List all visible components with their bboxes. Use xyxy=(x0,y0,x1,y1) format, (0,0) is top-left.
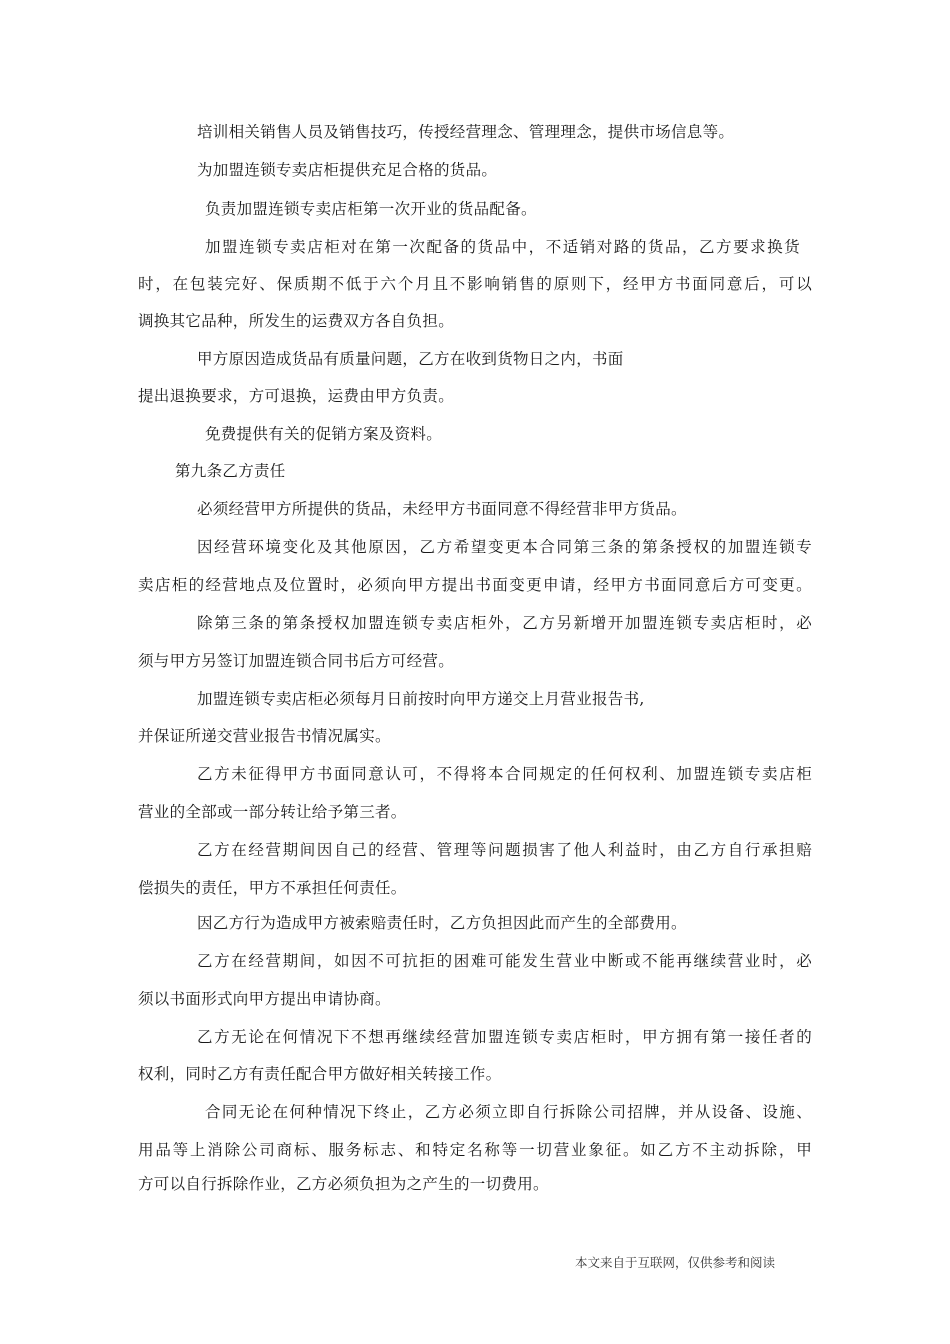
paragraph-line: 乙方无论在何情况下不想再继续经营加盟连锁专卖店柜时，甲方拥有第一接任者的 xyxy=(197,1028,812,1046)
paragraph-line: 须与甲方另签订加盟连锁合同书后方可经营。 xyxy=(138,652,455,670)
paragraph-line: 负责加盟连锁专卖店柜第一次开业的货品配备。 xyxy=(205,200,537,218)
paragraph-line: 乙方在经营期间，如因不可抗拒的困难可能发生营业中断或不能再继续营业时，必 xyxy=(197,952,812,970)
paragraph-line: 偿损失的责任，甲方不承担任何责任。 xyxy=(138,879,407,897)
paragraph-line: 免费提供有关的促销方案及资料。 xyxy=(205,425,443,443)
paragraph-line: 加盟连锁专卖店柜对在第一次配备的货品中，不适销对路的货品，乙方要求换货 xyxy=(205,238,800,256)
paragraph-line: 营业的全部或一部分转让给予第三者。 xyxy=(138,803,407,821)
paragraph-line: 除第三条的第条授权加盟连锁专卖店柜外，乙方另新增开加盟连锁专卖店柜时，必 xyxy=(197,614,812,632)
footer-note: 本文来自于互联网，仅供参考和阅读 xyxy=(575,1255,776,1270)
paragraph-line: 加盟连锁专卖店柜必须每月日前按时向甲方递交上月营业报告书, xyxy=(197,690,645,708)
paragraph-line: 须以书面形式向甲方提出申请协商。 xyxy=(138,990,391,1008)
paragraph-line: 权利，同时乙方有责任配合甲方做好相关转接工作。 xyxy=(138,1065,502,1083)
paragraph-line: 乙方未征得甲方书面同意认可，不得将本合同规定的任何权利、加盟连锁专卖店柜 xyxy=(197,765,812,783)
paragraph-line: 时，在包装完好、保质期不低于六个月且不影响销售的原则下，经甲方书面同意后，可以 xyxy=(138,275,812,293)
paragraph-line: 合同无论在何种情况下终止，乙方必须立即自行拆除公司招牌，并从设备、设施、 xyxy=(205,1103,812,1121)
paragraph-line: 因经营环境变化及其他原因，乙方希望变更本合同第三条的第条授权的加盟连锁专 xyxy=(197,538,812,556)
paragraph-line: 用品等上消除公司商标、服务标志、和特定名称等一切营业象征。如乙方不主动拆除，甲 xyxy=(138,1141,812,1159)
paragraph-line: 乙方在经营期间因自己的经营、管理等问题损害了他人利益时，由乙方自行承担赔 xyxy=(197,841,812,859)
paragraph-line: 因乙方行为造成甲方被索赔责任时，乙方负担因此而产生的全部费用。 xyxy=(197,914,687,932)
paragraph-line: 为加盟连锁专卖店柜提供充足合格的货品。 xyxy=(197,161,498,179)
paragraph-line: 调换其它品种，所发生的运费双方各自负担。 xyxy=(138,312,455,330)
paragraph-line: 方可以自行拆除作业，乙方必须负担为之产生的一切费用。 xyxy=(138,1175,549,1193)
paragraph-line: 卖店柜的经营地点及位置时，必须向甲方提出书面变更申请，经甲方书面同意后方可变更。 xyxy=(138,576,812,594)
section-heading: 第九条乙方责任 xyxy=(175,462,286,480)
paragraph-line: 提出退换要求，方可退换，运费由甲方负责。 xyxy=(138,387,455,405)
paragraph-line: 并保证所递交营业报告书情况属实。 xyxy=(138,727,391,745)
paragraph-line: 必须经营甲方所提供的货品，未经甲方书面同意不得经营非甲方货品。 xyxy=(197,500,687,518)
paragraph-line: 甲方原因造成货品有质量问题，乙方在收到货物日之内，书面 xyxy=(197,350,624,368)
paragraph-line: 培训相关销售人员及销售技巧，传授经营理念、管理理念，提供市场信息等。 xyxy=(197,123,735,141)
